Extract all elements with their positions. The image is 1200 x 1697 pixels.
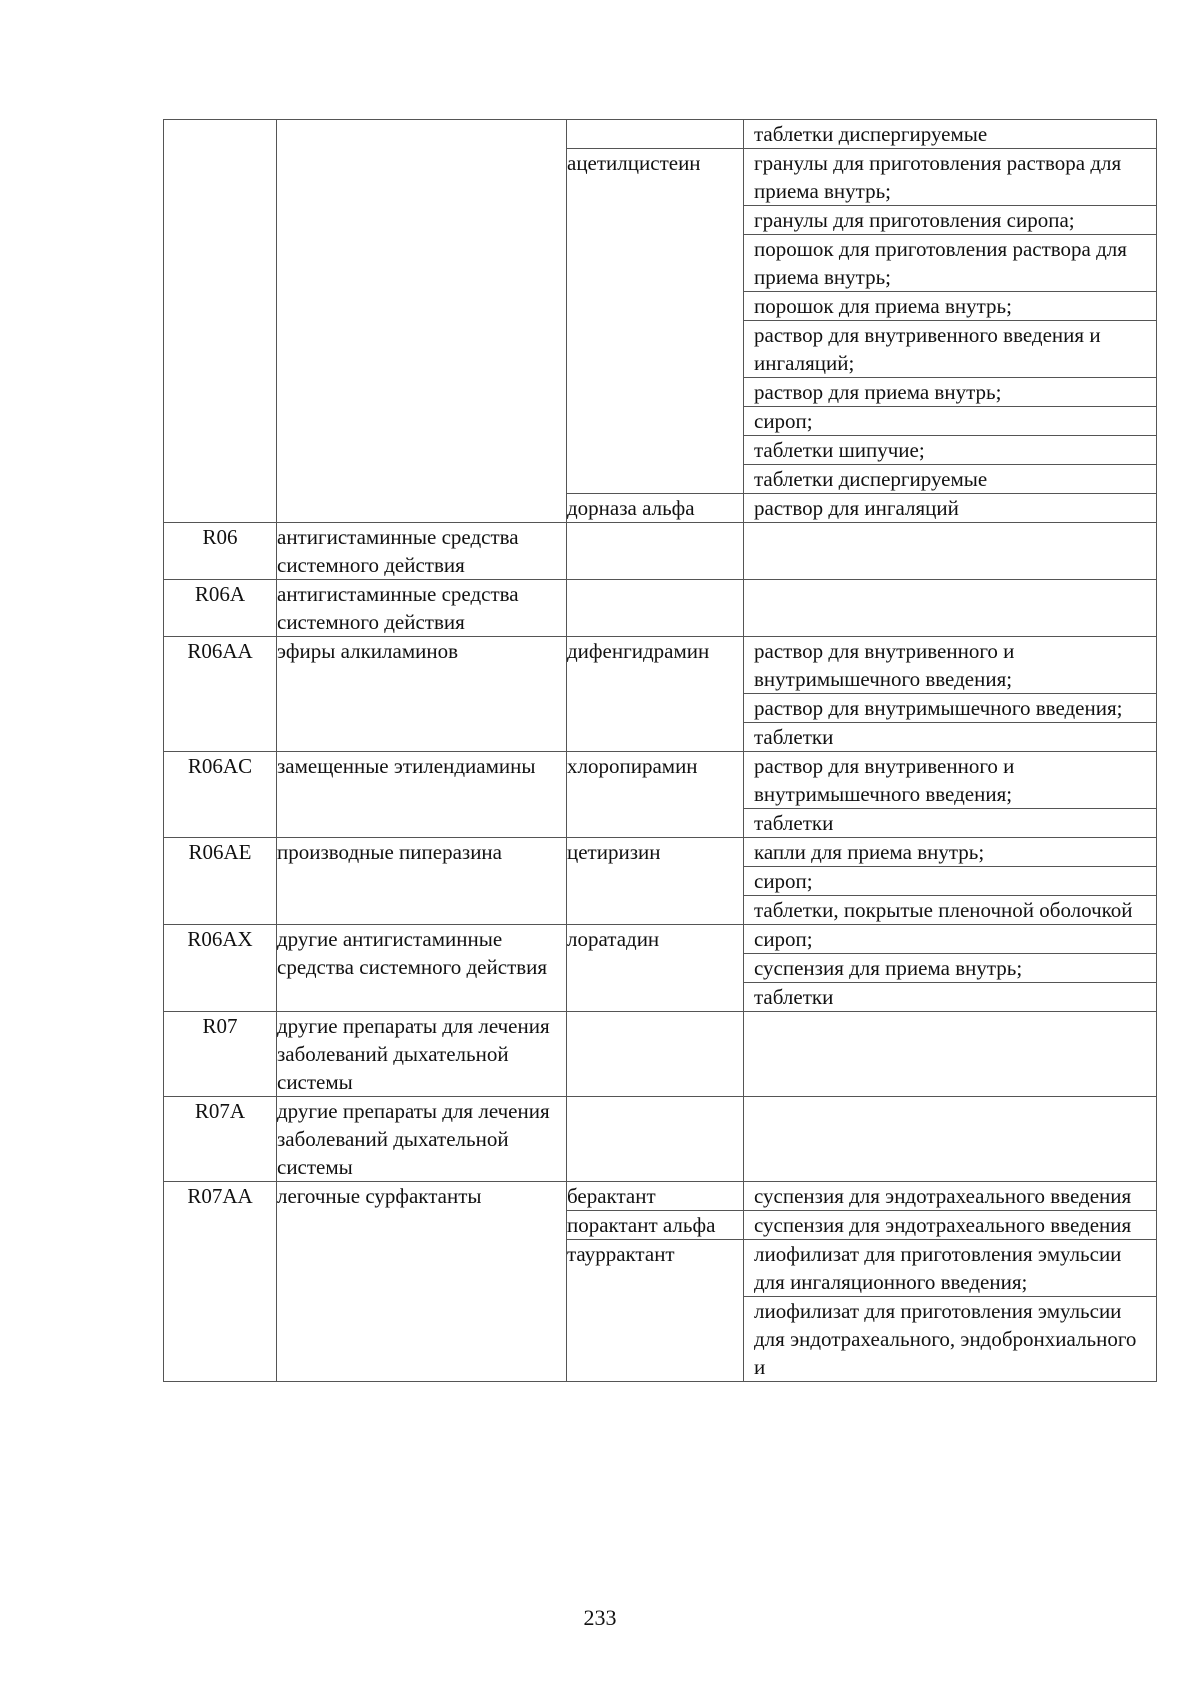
table-row [164, 1012, 1157, 1097]
drug-table [163, 119, 1157, 1382]
drug-name-cell [567, 580, 744, 637]
dosage-form-item: гранулы для приготовления сиропа; [744, 206, 1156, 235]
atc-code-cell: R06AE [164, 838, 277, 925]
atc-code-cell: R06AA [164, 637, 277, 752]
dosage-forms-cell [744, 1240, 1157, 1382]
drug-name-cell: дорназа альфа [567, 494, 744, 523]
table-row [164, 580, 1157, 637]
dosage-form-item: суспензия для эндотрахеального введения [754, 1184, 1132, 1208]
drug-name-cell: хлоропирамин [567, 752, 744, 838]
dosage-form-item: сироп; [744, 867, 1156, 896]
dosage-forms-cell [744, 752, 1157, 838]
dosage-form-item: лиофилизат для приготовления эмульсии для ингаляционного введения; [744, 1240, 1156, 1297]
atc-group-cell: антигистаминные средства системного действия [277, 523, 567, 580]
dosage-form-item: таблетки диспергируемые [754, 122, 988, 146]
atc-code-cell [164, 120, 277, 523]
table-row [164, 925, 1157, 1012]
atc-group-cell: другие препараты для лечения заболеваний дыхательной системы [277, 1097, 567, 1182]
table-row [164, 523, 1157, 580]
drug-name-cell [567, 1012, 744, 1097]
atc-group-cell: замещенные этилендиамины [277, 752, 567, 838]
dosage-form-item: раствор для внутривенного и внутримышечного введения; [744, 752, 1156, 809]
atc-code-cell: R07AA [164, 1182, 277, 1382]
atc-code-cell: R06AC [164, 752, 277, 838]
table-row [164, 838, 1157, 925]
page-number: 233 [583, 1605, 617, 1630]
dosage-form-item: таблетки [754, 811, 834, 835]
dosage-form-item: суспензия для приема внутрь; [744, 954, 1156, 983]
dosage-form-item: сироп; [744, 407, 1156, 436]
drug-name-cell: берактант [567, 1182, 744, 1211]
table-row [164, 752, 1157, 838]
dosage-forms-cell [744, 838, 1157, 925]
dosage-form-item: порошок для приготовления раствора для приема внутрь; [744, 235, 1156, 292]
dosage-form-item: капли для приема внутрь; [744, 838, 1156, 867]
atc-group-cell: легочные сурфактанты [277, 1182, 567, 1382]
drug-name-cell: порактант альфа [567, 1211, 744, 1240]
drug-name-cell: тауррактант [567, 1240, 744, 1382]
drug-name-cell: дифенгидрамин [567, 637, 744, 752]
dosage-forms-cell [744, 637, 1157, 752]
atc-group-cell: другие антигистаминные средства системного действия [277, 925, 567, 1012]
atc-code-cell: R06 [164, 523, 277, 580]
atc-code-cell: R06AX [164, 925, 277, 1012]
dosage-form-item: таблетки диспергируемые [754, 467, 988, 491]
drug-name-cell: ацетилцистеин [567, 149, 744, 494]
dosage-forms-cell [744, 1211, 1157, 1240]
atc-group-cell: антигистаминные средства системного действия [277, 580, 567, 637]
dosage-form-item: таблетки [754, 725, 834, 749]
drug-name-cell [567, 1097, 744, 1182]
atc-code-cell: R06A [164, 580, 277, 637]
dosage-form-item: лиофилизат для приготовления эмульсии для эндотрахеального, эндобронхиального и [754, 1299, 1137, 1379]
dosage-forms-cell [744, 523, 1157, 580]
dosage-form-item: гранулы для приготовления раствора для приема внутрь; [744, 149, 1156, 206]
dosage-forms-cell [744, 494, 1157, 523]
atc-group-cell: производные пиперазина [277, 838, 567, 925]
atc-group-cell: эфиры алкиламинов [277, 637, 567, 752]
dosage-forms-cell [744, 1012, 1157, 1097]
dosage-form-item: суспензия для эндотрахеального введения [754, 1213, 1132, 1237]
table-row [164, 120, 1157, 149]
dosage-forms-cell [744, 120, 1157, 149]
dosage-form-item: раствор для ингаляций [754, 496, 959, 520]
drug-table-body [164, 120, 1157, 1382]
dosage-forms-cell [744, 149, 1157, 494]
atc-code-cell: R07A [164, 1097, 277, 1182]
table-row [164, 637, 1157, 752]
dosage-form-item: раствор для внутривенного введения и ингаляций; [744, 321, 1156, 378]
drug-name-cell [567, 523, 744, 580]
dosage-form-item: таблетки, покрытые пленочной оболочкой [754, 898, 1133, 922]
dosage-form-item: порошок для приема внутрь; [744, 292, 1156, 321]
dosage-forms-cell [744, 580, 1157, 637]
dosage-form-item: таблетки шипучие; [744, 436, 1156, 465]
dosage-form-item: раствор для внутривенного и внутримышечного введения; [744, 637, 1156, 694]
dosage-forms-cell [744, 1182, 1157, 1211]
drug-name-cell: цетиризин [567, 838, 744, 925]
drug-name-cell [567, 120, 744, 149]
dosage-forms-cell [744, 1097, 1157, 1182]
drug-name-cell: лоратадин [567, 925, 744, 1012]
dosage-form-item: таблетки [754, 985, 834, 1009]
atc-group-cell: другие препараты для лечения заболеваний дыхательной системы [277, 1012, 567, 1097]
dosage-form-item: раствор для внутримышечного введения; [744, 694, 1156, 723]
dosage-forms-cell [744, 925, 1157, 1012]
table-row [164, 1097, 1157, 1182]
atc-group-cell [277, 120, 567, 523]
dosage-form-item: раствор для приема внутрь; [744, 378, 1156, 407]
table-row [164, 1182, 1157, 1211]
dosage-form-item: сироп; [744, 925, 1156, 954]
atc-code-cell: R07 [164, 1012, 277, 1097]
